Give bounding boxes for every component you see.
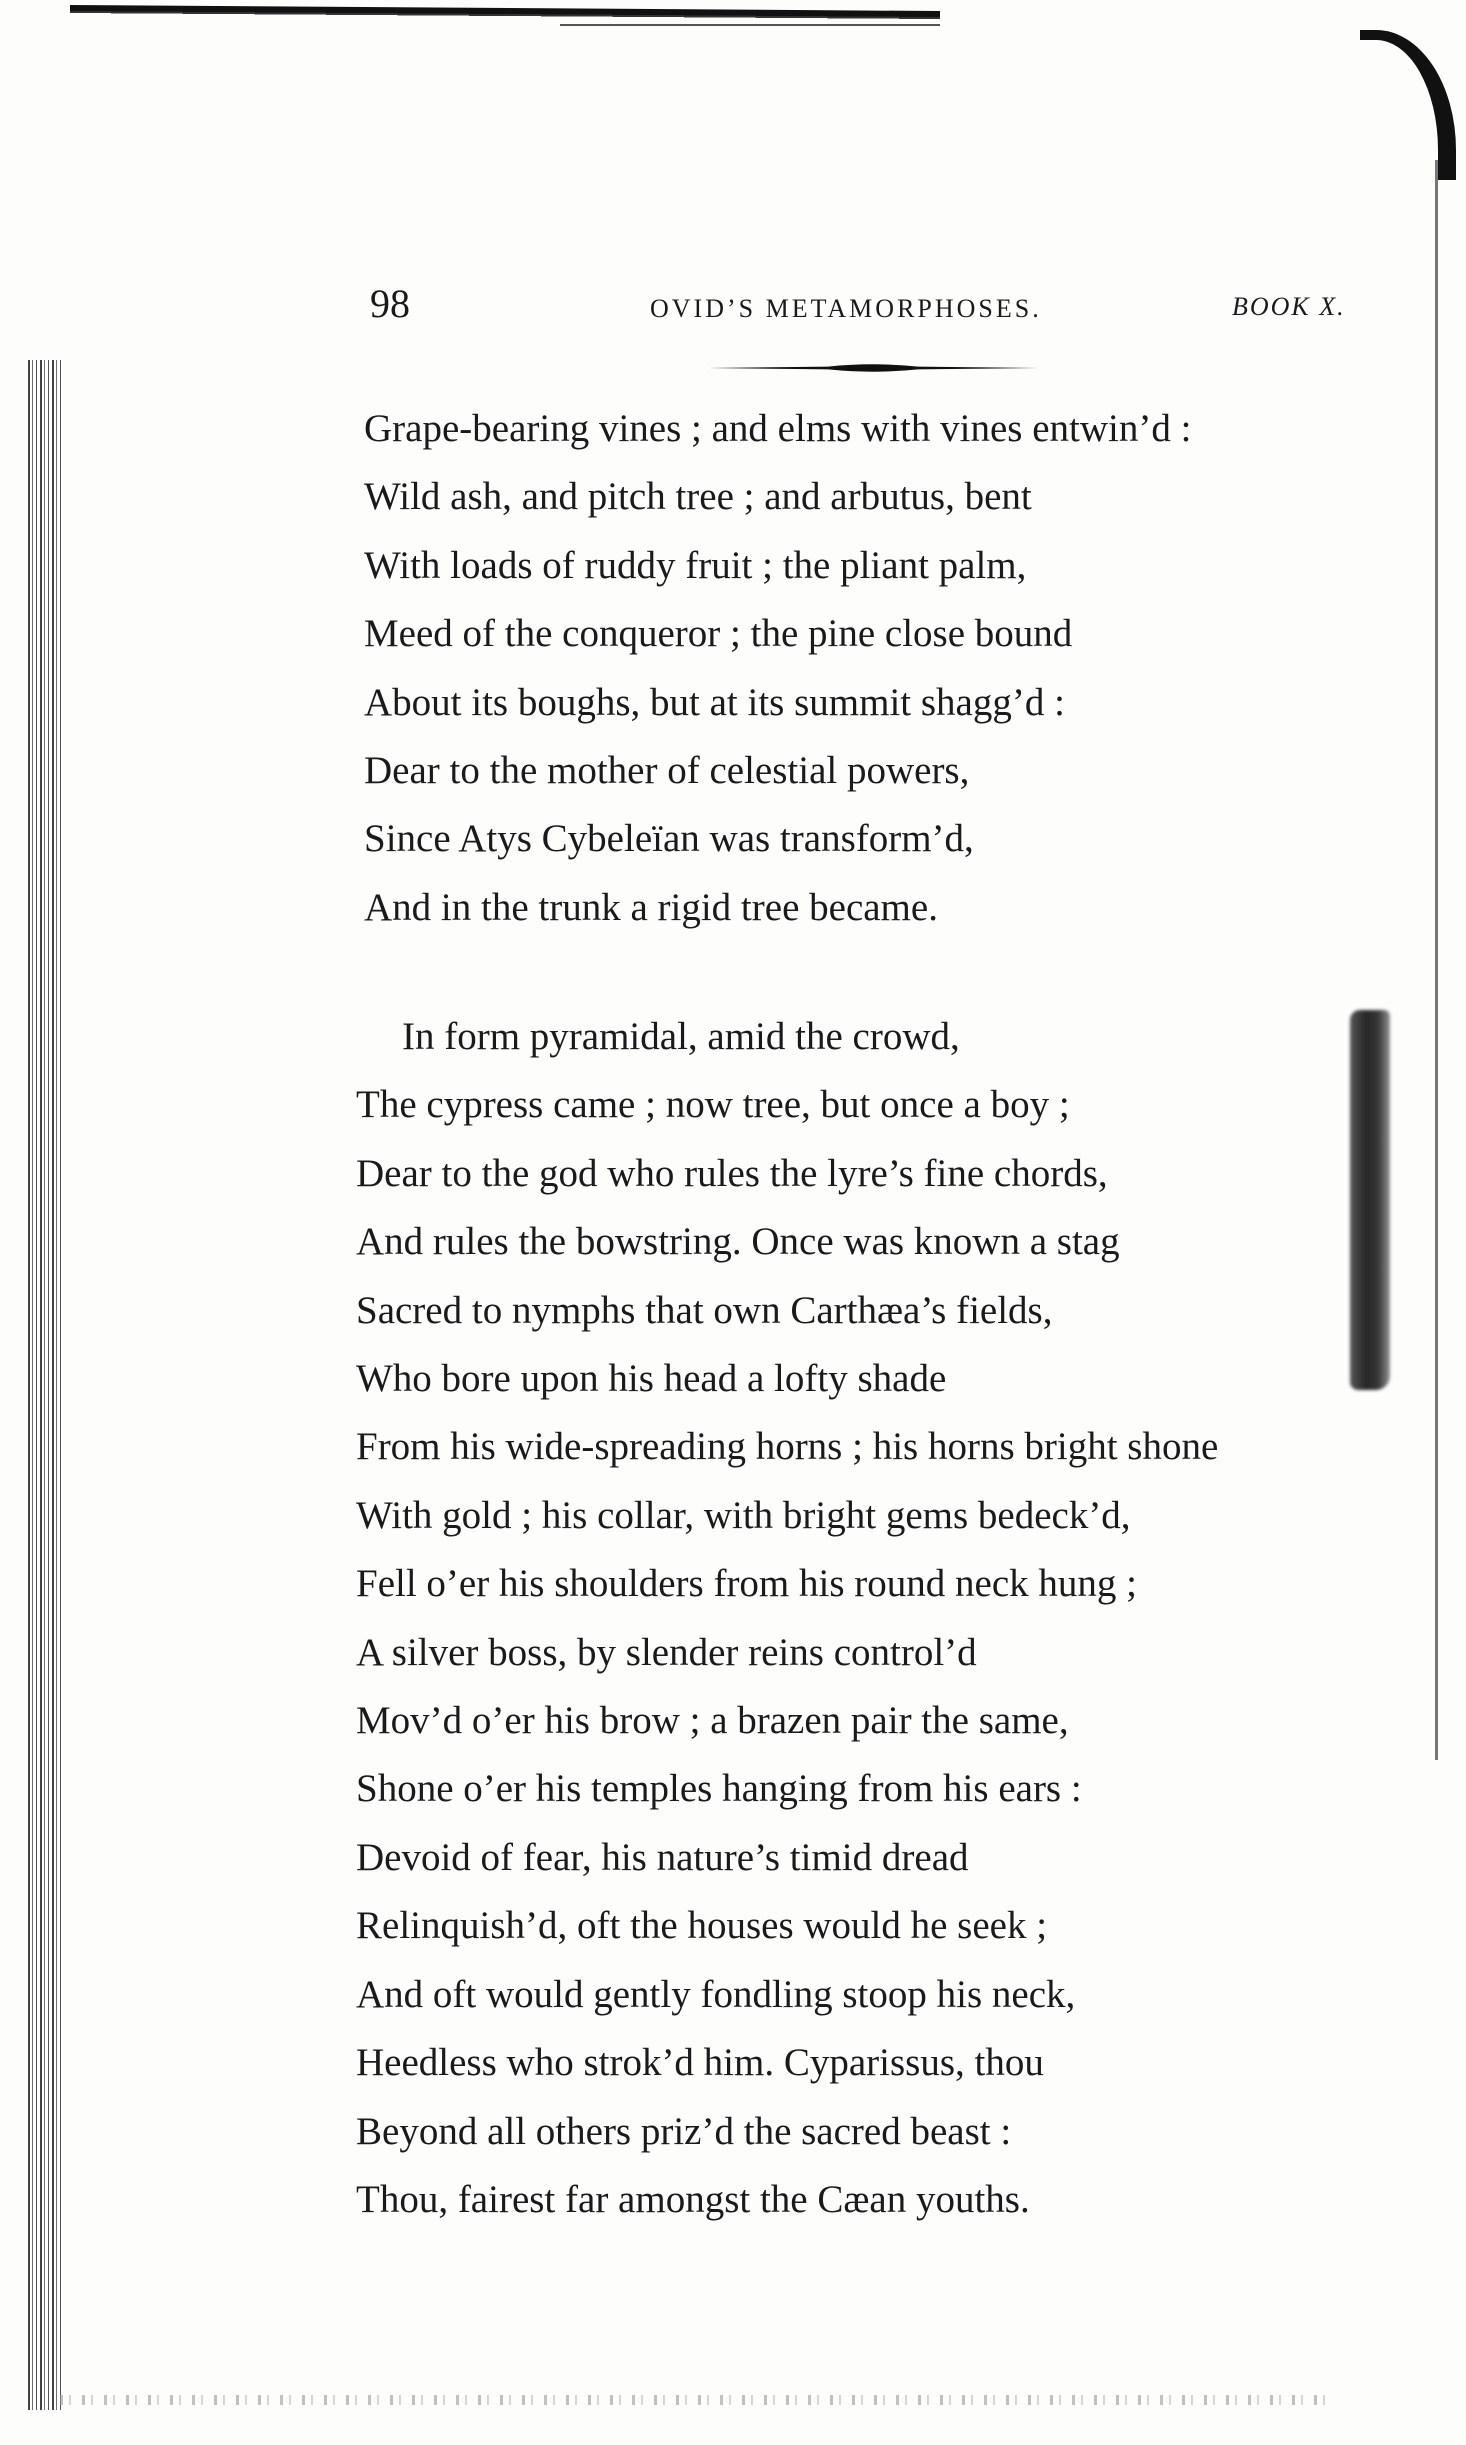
verse-line: Thou, fairest far amongst the Cæan youths. (356, 2177, 1030, 2221)
running-title: OVID’S METAMORPHOSES. (650, 294, 1042, 323)
verse-line: About its boughs, but at its summit shagg’d : (364, 680, 1065, 724)
verse-line: Relinquish’d, oft the houses would he seek ; (356, 1904, 1048, 1948)
verse-line: Fell o’er his shoulders from his round neck hung ; (356, 1562, 1137, 1606)
verse-line: Meed of the conqueror ; the pine close bound (364, 612, 1073, 656)
verse-line: And rules the bowstring. Once was known a stag (356, 1220, 1120, 1264)
verse-line: And oft would gently fondling stoop his neck, (356, 1972, 1076, 2016)
ink-smudge (1350, 1010, 1390, 1390)
verse-line: Dear to the god who rules the lyre’s fine chords, (356, 1151, 1108, 1195)
verse-line: Dear to the mother of celestial powers, (364, 749, 970, 793)
verse-line: Beyond all others priz’d the sacred beast : (356, 2109, 1012, 2153)
right-edge-line (1435, 160, 1438, 1760)
verse-line: A silver boss, by slender reins control’d (356, 1630, 977, 1674)
verse-line: Since Atys Cybeleïan was transform’d, (364, 817, 974, 861)
verse-line: From his wide-spreading horns ; his horns bright shone (356, 1425, 1219, 1469)
verse-line: The cypress came ; now tree, but once a boy ; (356, 1083, 1070, 1127)
verse-line: In form pyramidal, amid the crowd, (402, 1015, 960, 1058)
page-curl (1360, 30, 1456, 180)
verse-line: Grape-bearing vines ; and elms with vines entwin’d : (364, 407, 1192, 450)
verse-line: Sacred to nymphs that own Carthæa’s fields, (356, 1288, 1053, 1332)
verse-line: Who bore upon his head a lofty shade (356, 1357, 947, 1401)
stanza-1 (364, 395, 1191, 942)
top-thin-rule (560, 24, 940, 26)
book-label: BOOK X. (1232, 292, 1346, 321)
verse-line: Wild ash, and pitch tree ; and arbutus, bent (364, 475, 1032, 519)
verse-line: With loads of ruddy fruit ; the pliant palm, (364, 543, 1027, 587)
stanza-2 (356, 1003, 1218, 2234)
running-header (0, 280, 1466, 340)
verse-line: Shone o’er his temples hanging from his ears : (356, 1767, 1082, 1811)
verse-line: Mov’d o’er his brow ; a brazen pair the same, (356, 1699, 1069, 1743)
verse-line: And in the trunk a rigid tree became. (364, 885, 938, 929)
binding-edge (28, 360, 62, 2410)
top-page-rule (70, 5, 940, 25)
verse-line: With gold ; his collar, with bright gems bedeck’d, (356, 1493, 1131, 1537)
verse-line: Devoid of fear, his nature’s timid dread (356, 1835, 969, 1879)
page-number: 98 (370, 281, 410, 326)
bottom-edge-noise (60, 2395, 1330, 2405)
verse-line: Heedless who strok’d him. Cyparissus, thou (356, 2041, 1044, 2085)
header-ornament-rule (708, 362, 1038, 374)
